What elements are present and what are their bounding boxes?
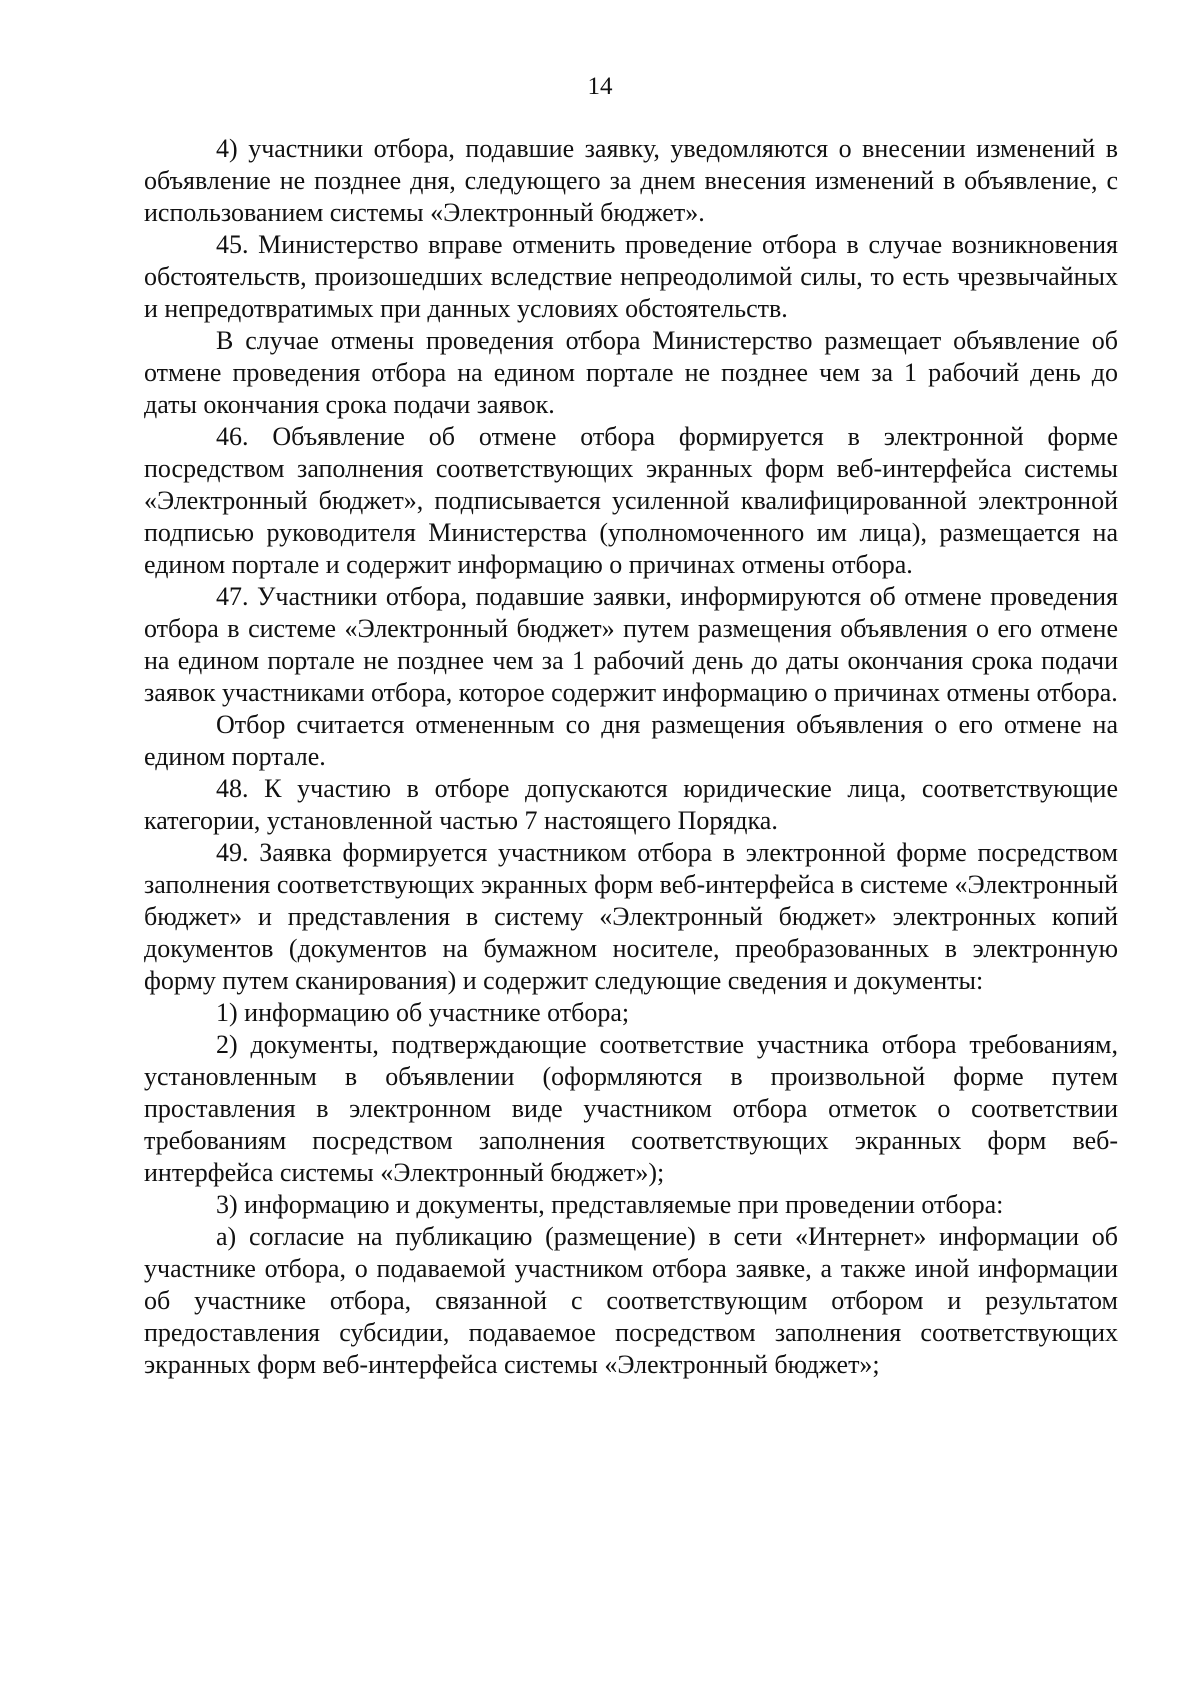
list-item-1: 1) информацию об участнике отбора;: [216, 998, 630, 1027]
page-number: 14: [587, 73, 613, 100]
paragraph-item-4: 4) участники отбора, подавшие заявку, уведомляются о внесении изменений в объявление не позднее дня, следующего за днем внесения изменений в объявление, с использованием системы «Электронный бюджет».: [144, 134, 1118, 227]
paragraph-section-46: 46. Объявление об отмене отбора формируется в электронной форме посредством заполнения соответствующих экранных форм веб-интерфейса системы «Электронный бюджет», подписывается усиленной квалифицированной электронной подписью руководителя Министерства (уполномоченного им лица), размещается на едином портале и содержит информацию о причинах отмены отбора.: [144, 422, 1118, 579]
paragraph-section-45: 45. Министерство вправе отменить проведение отбора в случае возникновения обстоятельств, произошедших вследствие непреодолимой силы, то есть чрезвычайных и непредотвратимых при данных условиях обстоятельств.: [144, 230, 1118, 323]
list-item-2: 2) документы, подтверждающие соответствие участника отбора требованиям, установленным в объявлении (оформляются в произвольной форме путем проставления в электронном виде участником отбора отметок о соответствии требованиям посредством заполнения соответствующих экранных форм веб-интерфейса системы «Электронный бюджет»);: [144, 1030, 1118, 1187]
paragraph-section-49: 49. Заявка формируется участником отбора в электронной форме посредством заполнения соответствующих экранных форм веб-интерфейса в системе «Электронный бюджет» и представления в систему «Электронный бюджет» электронных копий документов (документов на бумажном носителе, преобразованных в электронную форму путем сканирования) и содержит следующие сведения и документы:: [144, 838, 1118, 995]
document-body: [144, 133, 1118, 1381]
list-subitem-a: а) согласие на публикацию (размещение) в сети «Интернет» информации об участнике отбора, о подаваемой участником отбора заявке, а также иной информации об участнике отбора, связанной с соответствующим отбором и результатом предоставления субсидии, подаваемое посредством заполнения соответствующих экранных форм веб-интерфейса системы «Электронный бюджет»;: [144, 1222, 1118, 1379]
paragraph-section-47: 47. Участники отбора, подавшие заявки, информируются об отмене проведения отбора в системе «Электронный бюджет» путем размещения объявления о его отмене на едином портале не позднее чем за 1 рабочий день до даты окончания срока подачи заявок участниками отбора, которое содержит информацию о причинах отмены отбора.: [144, 582, 1118, 707]
paragraph-section-48: 48. К участию в отборе допускаются юридические лица, соответствующие категории, установленной частью 7 настоящего Порядка.: [144, 774, 1118, 835]
paragraph-cancellation-notice: В случае отмены проведения отбора Министерство размещает объявление об отмене проведения отбора на едином портале не позднее чем за 1 рабочий день до даты окончания срока подачи заявок.: [144, 326, 1118, 419]
paragraph-cancellation-effective: Отбор считается отмененным со дня размещения объявления о его отмене на едином портале.: [144, 710, 1118, 771]
list-item-3: 3) информацию и документы, представляемые при проведении отбора:: [216, 1190, 1004, 1219]
